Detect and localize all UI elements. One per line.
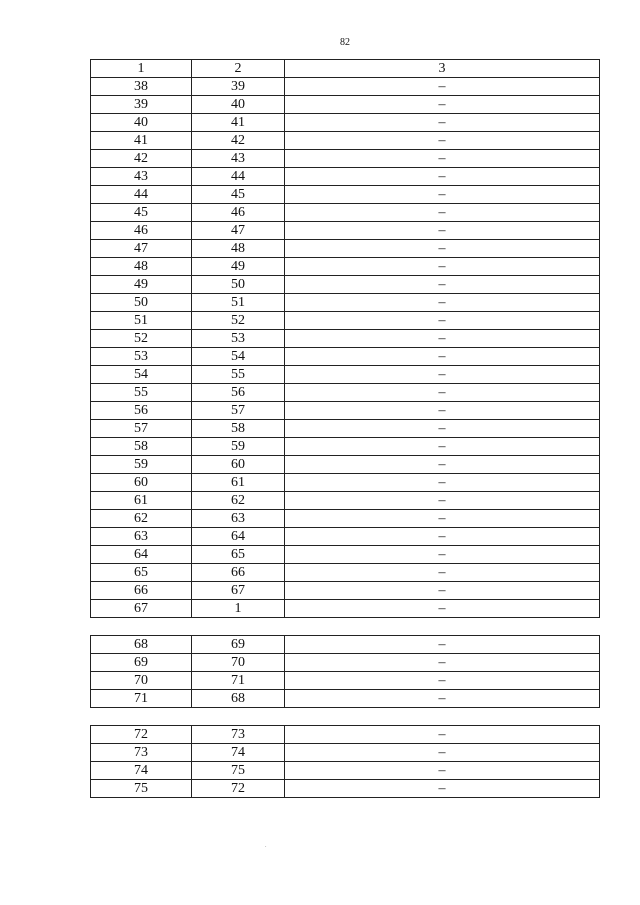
table-row	[91, 600, 600, 618]
table-row	[91, 96, 600, 114]
table-cell-col-3: –	[285, 366, 600, 384]
table-cell-col-3: –	[285, 168, 600, 186]
table-cell-col-2: 71	[192, 672, 285, 690]
table-row	[91, 168, 600, 186]
table-cell-col-2: 69	[192, 636, 285, 654]
table-cell-col-3: –	[285, 456, 600, 474]
table-cell-col-2: 65	[192, 546, 285, 564]
table-cell-col-1: 40	[91, 114, 192, 132]
table-cell-col-1: 48	[91, 258, 192, 276]
table-cell-col-3: –	[285, 150, 600, 168]
table-cell-col-2: 41	[192, 114, 285, 132]
table-row	[91, 672, 600, 690]
table-cell-col-1: 75	[91, 780, 192, 798]
table-row	[91, 222, 600, 240]
table-cell-col-3: –	[285, 222, 600, 240]
table-cell-col-3: –	[285, 600, 600, 618]
table-row	[91, 204, 600, 222]
table-cell-col-2: 44	[192, 168, 285, 186]
table-cell-col-1: 54	[91, 366, 192, 384]
table-cell-col-3: –	[285, 564, 600, 582]
table-cell-col-1: 64	[91, 546, 192, 564]
table-row	[91, 150, 600, 168]
table-cell-col-3: –	[285, 384, 600, 402]
table-cell-col-1: 43	[91, 168, 192, 186]
table-cell-col-2: 1	[192, 600, 285, 618]
table-cell-col-1: 62	[91, 510, 192, 528]
table-cell-col-2: 63	[192, 510, 285, 528]
table-cell-col-1: 70	[91, 672, 192, 690]
table-cell-col-1: 52	[91, 330, 192, 348]
table-cell-col-3: –	[285, 492, 600, 510]
table-cell-col-3: –	[285, 312, 600, 330]
table-cell-col-3: –	[285, 276, 600, 294]
table-cell-col-2: 54	[192, 348, 285, 366]
table-cell-col-3: –	[285, 294, 600, 312]
group-separator-cell	[91, 618, 600, 636]
table-cell-col-2: 40	[192, 96, 285, 114]
table-cell-col-3: –	[285, 690, 600, 708]
table-cell-col-3: –	[285, 204, 600, 222]
table-cell-col-2: 47	[192, 222, 285, 240]
table-row	[91, 726, 600, 744]
table-cell-col-3: –	[285, 582, 600, 600]
table-cell-col-3: –	[285, 654, 600, 672]
table-row	[91, 384, 600, 402]
table-cell-col-1: 68	[91, 636, 192, 654]
table-cell-col-1: 49	[91, 276, 192, 294]
table-cell-col-2: 60	[192, 456, 285, 474]
table-cell-col-1: 66	[91, 582, 192, 600]
table-cell-col-1: 41	[91, 132, 192, 150]
table-cell-col-3: –	[285, 402, 600, 420]
table-cell-col-2: 73	[192, 726, 285, 744]
table-row	[91, 564, 600, 582]
table-cell-col-2: 67	[192, 582, 285, 600]
table-cell-col-2: 61	[192, 474, 285, 492]
table-cell-col-1: 51	[91, 312, 192, 330]
table-cell-col-2: 49	[192, 258, 285, 276]
table-cell-col-2: 45	[192, 186, 285, 204]
table-row	[91, 582, 600, 600]
table-cell-col-2: 39	[192, 78, 285, 96]
table-cell-col-2: 72	[192, 780, 285, 798]
table-row	[91, 762, 600, 780]
page-number: 82	[340, 37, 350, 48]
table-row	[91, 186, 600, 204]
table-cell-col-2: 42	[192, 132, 285, 150]
table-cell-col-1: 59	[91, 456, 192, 474]
table-cell-col-1: 73	[91, 744, 192, 762]
table-row	[91, 528, 600, 546]
table-cell-col-3: –	[285, 132, 600, 150]
table-row	[91, 312, 600, 330]
table-cell-col-2: 70	[192, 654, 285, 672]
table-cell-col-1: 63	[91, 528, 192, 546]
table-cell-col-1: 71	[91, 690, 192, 708]
table-cell-col-3: –	[285, 528, 600, 546]
column-header-3: 3	[285, 60, 600, 78]
table-cell-col-3: –	[285, 348, 600, 366]
table-cell-col-2: 51	[192, 294, 285, 312]
table-cell-col-2: 50	[192, 276, 285, 294]
table-cell-col-2: 46	[192, 204, 285, 222]
table-cell-col-1: 45	[91, 204, 192, 222]
table-row	[91, 510, 600, 528]
table-row	[91, 744, 600, 762]
table-cell-col-1: 46	[91, 222, 192, 240]
table-cell-col-2: 57	[192, 402, 285, 420]
table-row	[91, 780, 600, 798]
table-cell-col-2: 62	[192, 492, 285, 510]
table-row	[91, 546, 600, 564]
table-cell-col-3: –	[285, 726, 600, 744]
table-cell-col-2: 52	[192, 312, 285, 330]
table-cell-col-3: –	[285, 96, 600, 114]
table-row	[91, 78, 600, 96]
table-cell-col-3: –	[285, 744, 600, 762]
table-row	[91, 438, 600, 456]
table-cell-col-1: 72	[91, 726, 192, 744]
table-cell-col-3: –	[285, 510, 600, 528]
table-row	[91, 348, 600, 366]
table-cell-col-1: 67	[91, 600, 192, 618]
table-header-row	[91, 60, 600, 78]
table-cell-col-3: –	[285, 762, 600, 780]
footer-mark: .	[265, 843, 267, 849]
table-cell-col-3: –	[285, 78, 600, 96]
table-row	[91, 474, 600, 492]
table-cell-col-1: 50	[91, 294, 192, 312]
table-cell-col-2: 75	[192, 762, 285, 780]
table-cell-col-2: 68	[192, 690, 285, 708]
group-separator-row	[91, 708, 600, 726]
table-cell-col-1: 65	[91, 564, 192, 582]
table-row	[91, 492, 600, 510]
table-cell-col-3: –	[285, 780, 600, 798]
table-cell-col-1: 60	[91, 474, 192, 492]
table-cell-col-3: –	[285, 672, 600, 690]
table-cell-col-2: 48	[192, 240, 285, 258]
table-cell-col-3: –	[285, 474, 600, 492]
table-cell-col-2: 64	[192, 528, 285, 546]
column-header-1: 1	[91, 60, 192, 78]
table-row	[91, 366, 600, 384]
table-cell-col-2: 66	[192, 564, 285, 582]
table-cell-col-3: –	[285, 240, 600, 258]
table-cell-col-2: 53	[192, 330, 285, 348]
table-cell-col-1: 56	[91, 402, 192, 420]
table-cell-col-3: –	[285, 186, 600, 204]
table-row	[91, 402, 600, 420]
table-row	[91, 240, 600, 258]
table-cell-col-3: –	[285, 636, 600, 654]
table-cell-col-3: –	[285, 438, 600, 456]
data-table	[90, 59, 600, 798]
table-cell-col-1: 57	[91, 420, 192, 438]
table-cell-col-3: –	[285, 258, 600, 276]
table-cell-col-3: –	[285, 330, 600, 348]
table-cell-col-1: 55	[91, 384, 192, 402]
table-row	[91, 294, 600, 312]
table-cell-col-2: 58	[192, 420, 285, 438]
table-cell-col-1: 39	[91, 96, 192, 114]
table-cell-col-1: 69	[91, 654, 192, 672]
table-row	[91, 132, 600, 150]
table-cell-col-1: 58	[91, 438, 192, 456]
table-cell-col-1: 42	[91, 150, 192, 168]
table-body	[91, 78, 600, 798]
table-cell-col-1: 47	[91, 240, 192, 258]
table-row	[91, 258, 600, 276]
table-cell-col-1: 74	[91, 762, 192, 780]
table-row	[91, 456, 600, 474]
table-row	[91, 690, 600, 708]
table-cell-col-1: 44	[91, 186, 192, 204]
table-cell-col-3: –	[285, 420, 600, 438]
table-row	[91, 276, 600, 294]
table-row	[91, 654, 600, 672]
table-cell-col-2: 43	[192, 150, 285, 168]
table-cell-col-1: 38	[91, 78, 192, 96]
table-row	[91, 330, 600, 348]
group-separator-row	[91, 618, 600, 636]
table-cell-col-1: 53	[91, 348, 192, 366]
table-row	[91, 636, 600, 654]
table-cell-col-3: –	[285, 546, 600, 564]
table-cell-col-2: 55	[192, 366, 285, 384]
table-cell-col-3: –	[285, 114, 600, 132]
table-cell-col-1: 61	[91, 492, 192, 510]
group-separator-cell	[91, 708, 600, 726]
table-row	[91, 420, 600, 438]
table-row	[91, 114, 600, 132]
table-cell-col-2: 59	[192, 438, 285, 456]
table-cell-col-2: 74	[192, 744, 285, 762]
column-header-2: 2	[192, 60, 285, 78]
table-cell-col-2: 56	[192, 384, 285, 402]
